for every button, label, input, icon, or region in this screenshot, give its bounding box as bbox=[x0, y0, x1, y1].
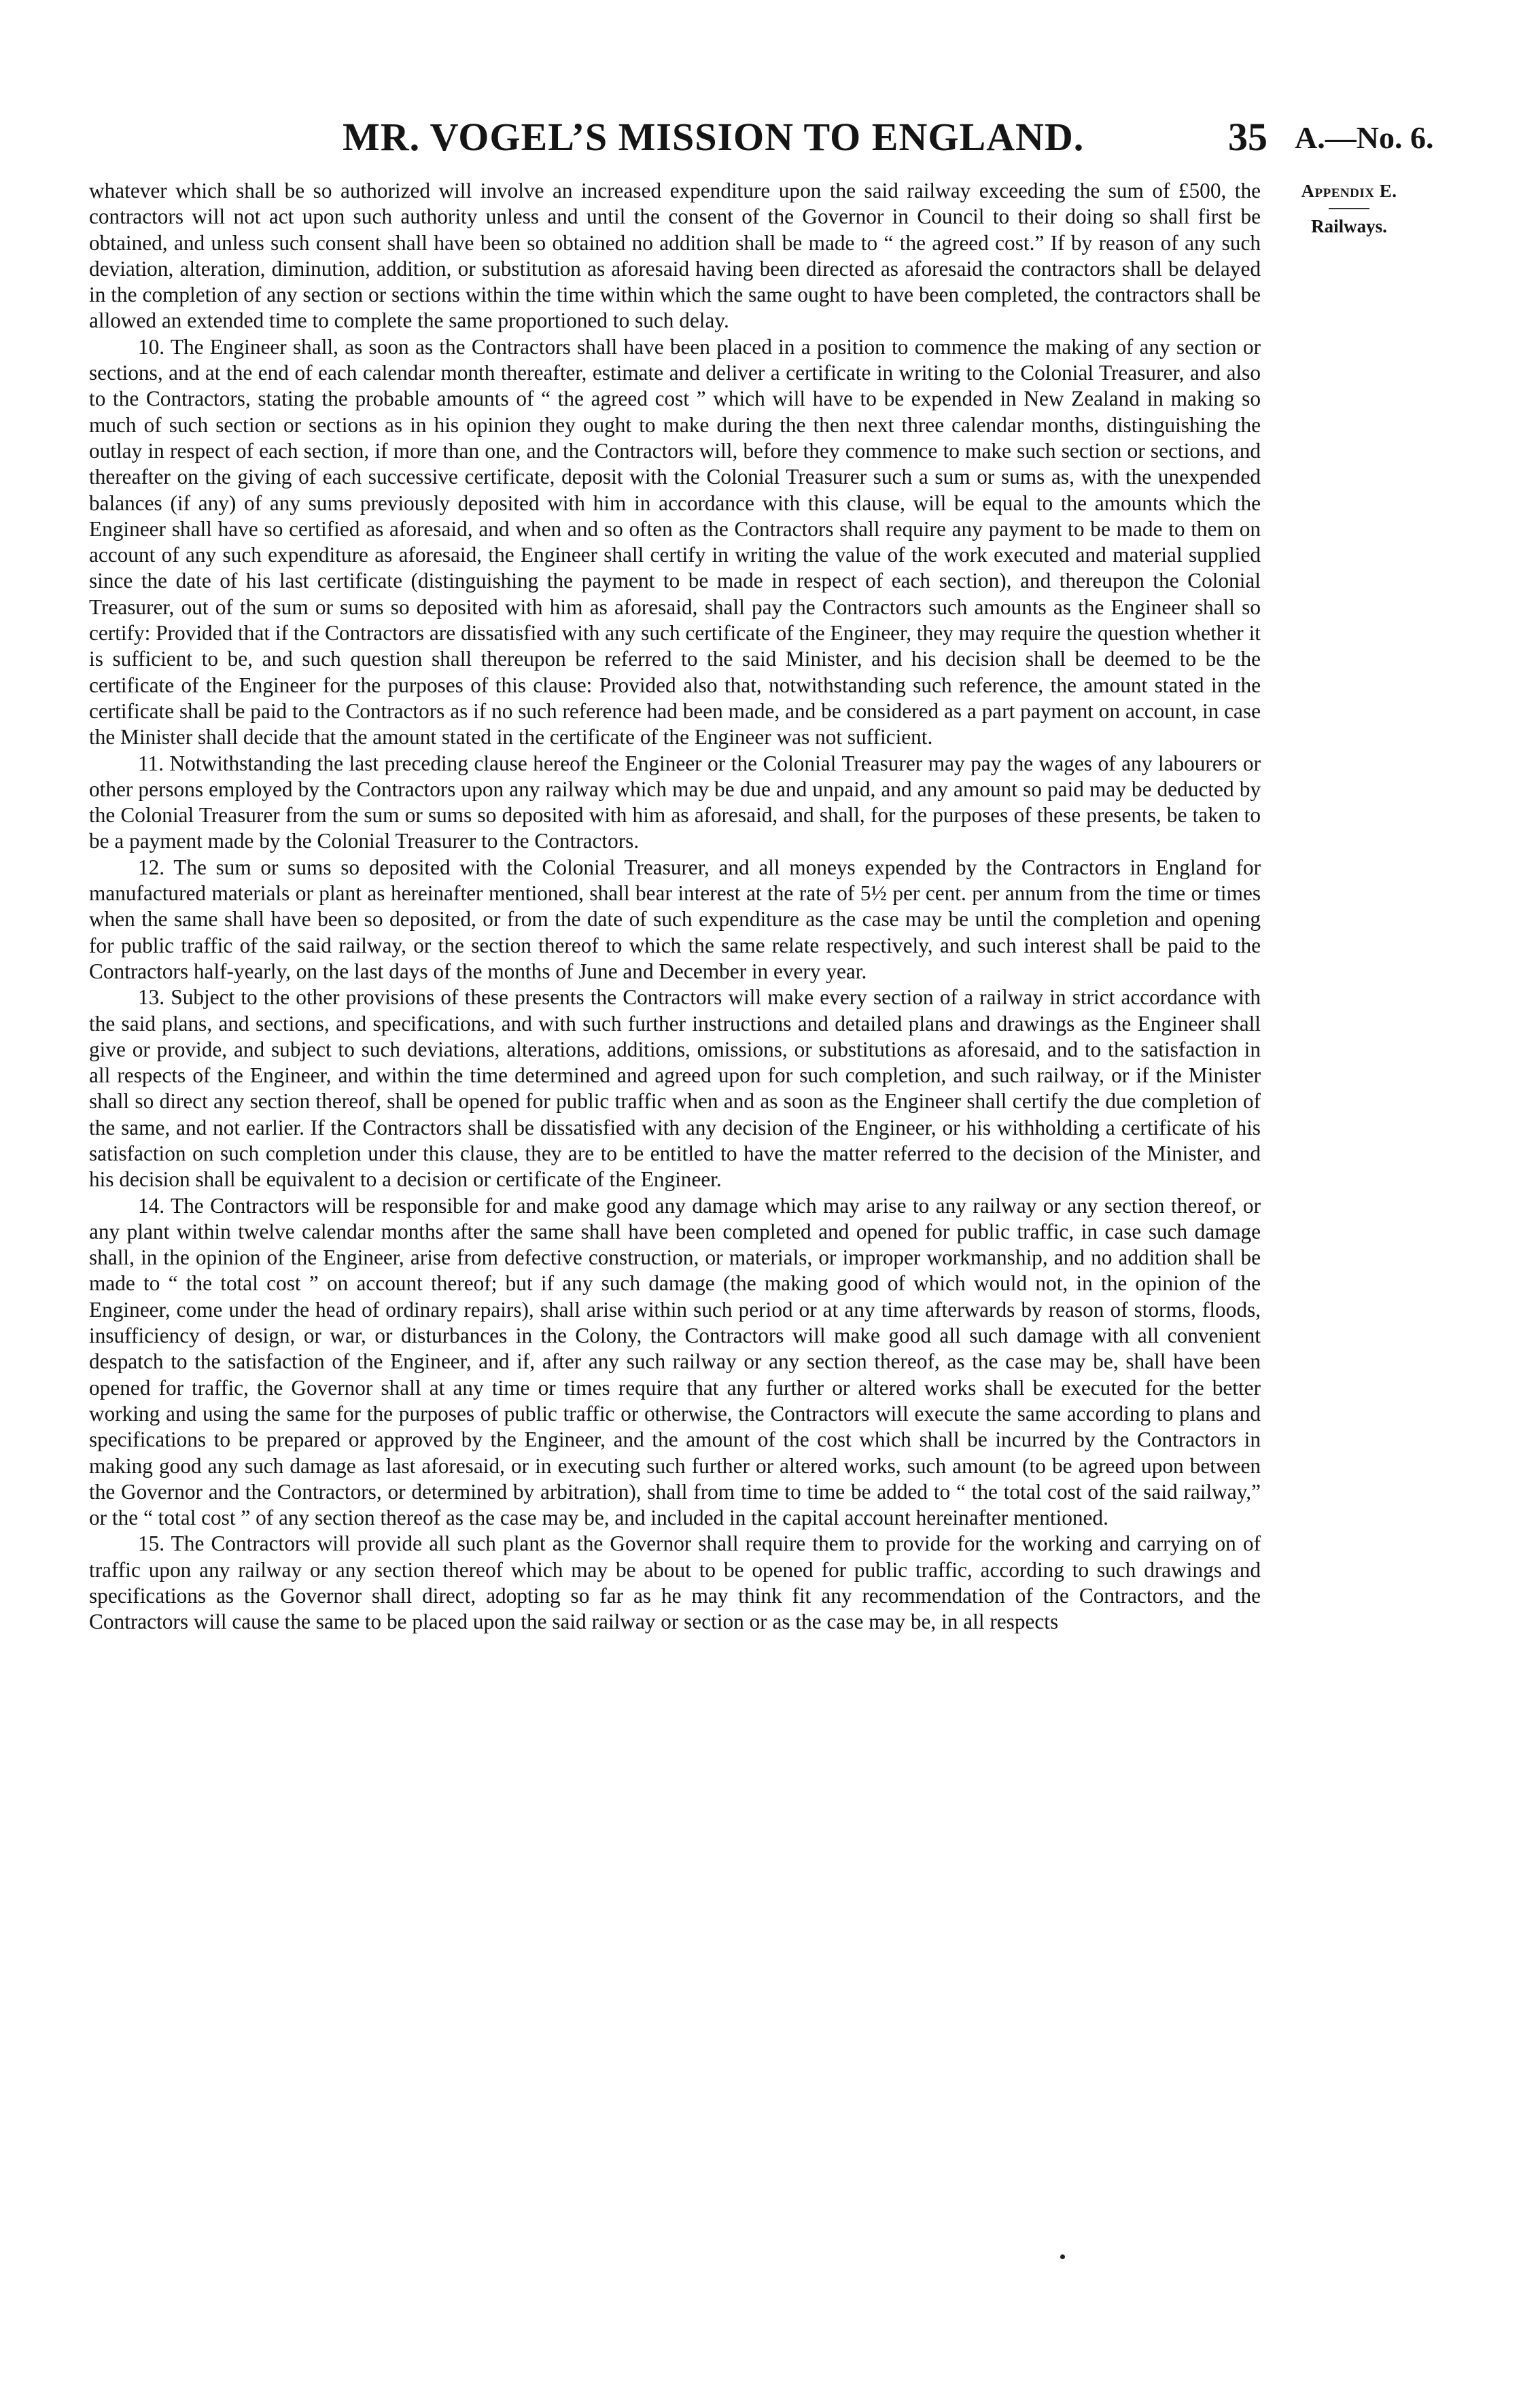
clause-11: 11. Notwithstanding the last preceding clause hereof the Engineer or the Colonial Treasurer may pay the wages of any labourers or other persons employed by the Contractors upon any railway which may be due and unpaid, and any amount so paid may be deducted by the Colonial Treasurer from the sum or sums so deposited with him as aforesaid, and shall, for the purposes of these presents, be taken to be a payment made by the Colonial Treasurer to the Contractors. bbox=[89, 751, 1261, 853]
page-header bbox=[0, 114, 1521, 169]
margin-note bbox=[1295, 179, 1403, 238]
clause-13: 13. Subject to the other provisions of these presents the Contractors will make every section of a railway in strict accordance with the said plans, and sections, and specifications, and with such further instructions and detailed plans and drawings as the Engineer shall give or provide, and subject to such deviations, alterations, additions, omissions, or substitutions as aforesaid, and to the satisfaction in all respects of the Engineer, and within the time determined and agreed upon for such completion, and such railway, or if the Minister shall so direct any section thereof, shall be opened for public traffic when and as soon as the Engineer shall certify the due completion of the same, and not earlier. If the Contractors shall be dissatisfied with any decision of the Engineer, or his withholding a certificate of his satisfaction on such completion under this clause, they are to be entitled to have the matter referred to the decision of the Minister, and his decision shall be equivalent to a decision or certificate of the Engineer. bbox=[89, 985, 1261, 1192]
clause-12: 12. The sum or sums so deposited with the Colonial Treasurer, and all moneys expended by the Contractors in England for manufactured materials or plant as hereinafter mentioned, shall bear interest at the rate of 5½ per cent. per annum from the time or times when the same shall have been so deposited, or from the date of such expenditure as the case may be until the completion and opening for public traffic of the said railway, or the section thereof to which the same relate respectively, and such interest shall be paid to the Contractors half-yearly, on the last days of the months of June and December in every year. bbox=[89, 855, 1261, 983]
printer-mark bbox=[1060, 2254, 1065, 2259]
clause-10: 10. The Engineer shall, as soon as the Contractors shall have been placed in a position to commence the making of any section or sections, and at the end of each calendar month thereafter, estimate and deliver a certificate in writing to the Colonial Treasurer, and also to the Contractors, stating the probable amounts of “ the agreed cost ” which will have to be expended in New Zealand in making so much of such section or sections as in his opinion they ought to make during the then next three calendar months, distinguishing the outlay in respect of each section, if more than one, and the Contractors will, before they commence to make such section or sections, and thereafter on the giving of each successive certificate, deposit with the Colonial Treasurer such a sum or sums as, with the unexpended balances (if any) of any sums previously deposited with him in accordance with this clause, will be equal to the amounts which the Engineer shall have so certified as aforesaid, and when and so often as the Contractors shall require any payment to be made to them on account of any such expenditure as aforesaid, the Engineer shall certify in writing the value of the work executed and material supplied since the date of his last certificate (distinguishing the payment to be made in respect of each section), and thereupon the Colonial Treasurer, out of the sum or sums so deposited with him as aforesaid, shall pay the Contractors such amounts as the Engineer shall so certify: Provided that if the Contractors are dissatisfied with any such certificate of the Engineer, they may require the question whether it is sufficient to be, and such question shall thereupon be referred to the said Minister, and his decision shall be deemed to be the certificate of the Engineer for the purposes of this clause: Provided also that, notwithstanding such reference, the amount stated in the certificate shall be paid to the Contractors as if no such reference had been made, and be considered as a part payment on account, in case the Minister shall decide that the amount stated in the certificate of the Engineer was not sufficient. bbox=[89, 334, 1261, 749]
page-number: 35 bbox=[1228, 115, 1268, 159]
page-title: MR. VOGEL’S MISSION TO ENGLAND. bbox=[343, 115, 1085, 159]
document-code: A.—No. 6. bbox=[1295, 120, 1434, 155]
appendix-label: Appendix E. bbox=[1301, 181, 1397, 201]
topic-label: Railways. bbox=[1311, 216, 1387, 236]
clause-15: 15. The Contractors will provide all such plant as the Governor shall require them to provide for the working and carrying on of traffic upon any railway or any section thereof which may be about to be opened for public traffic, according to such drawings and specifications as the Governor shall direct, adopting so far as he may think fit any recommendation of the Contractors, and the Contractors will cause the same to be placed upon the said railway or section or as the case may be, in all respects bbox=[89, 1531, 1261, 1634]
continuation-paragraph: whatever which shall be so authorized will involve an increased expenditure upon the said railway exceeding the sum of £500, the contractors will not act upon such authority unless and until the consent of the Governor in Council to their doing so shall first be obtained, and unless such consent shall have been so obtained no addition shall be made to “ the agreed cost.” If by reason of any such deviation, alteration, diminution, addition, or substitution as aforesaid having been directed as aforesaid the contractors shall be delayed in the completion of any section or sections within the time within which the same ought to have been completed, the contractors shall be allowed an extended time to complete the same proportioned to such delay. bbox=[89, 179, 1261, 333]
body-text bbox=[89, 178, 1261, 1635]
clause-14: 14. The Contractors will be responsible for and make good any damage which may arise to any railway or any section thereof, or any plant within twelve calendar months after the same shall have been completed and opened for public traffic, in case such damage shall, in the opinion of the Engineer, arise from defective construction, or materials, or improper workmanship, and no addition shall be made to “ the total cost ” on account thereof; but if any such damage (the making good of which would not, in the opinion of the Engineer, come under the head of ordinary repairs), shall arise within such period or at any time afterwards by reason of storms, floods, insufficiency of design, or war, or disturbances in the Colony, the Contractors will make good all such damage with all convenient despatch to the satisfaction of the Engineer, and if, after any such railway or any section thereof, as the case may be, shall have been opened for traffic, the Governor shall at any time or times require that any further or altered works shall be executed for the better working and using the same for the purposes of public traffic or otherwise, the Contractors will execute the same according to plans and specifications to be prepared or approved by the Engineer, and the amount of the cost which shall be incurred by the Contractors in making good any such damage as last aforesaid, or in executing such further or altered works, such amount (to be agreed upon between the Governor and the Contractors, or determined by arbitration), shall from time to time be added to “ the total cost of the said railway,” or the “ total cost ” of any section thereof as the case may be, and included in the capital account hereinafter mentioned. bbox=[89, 1193, 1261, 1530]
margin-rule bbox=[1329, 208, 1369, 209]
